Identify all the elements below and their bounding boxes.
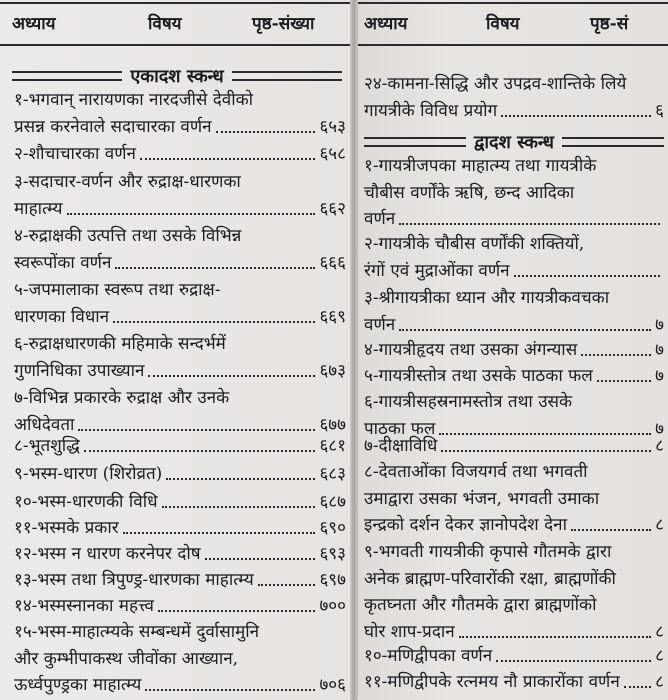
toc-entry-line — [14, 568, 346, 592]
toc-page-number: ६५८ — [319, 144, 346, 164]
leader-dots — [166, 478, 315, 480]
book-gutter — [350, 0, 358, 700]
header-subject-label-right: विषय — [486, 14, 520, 34]
toc-entry-text: ८-भूतशुद्धि — [14, 436, 80, 456]
toc-page-number: ६९७ — [319, 570, 346, 590]
leader-dots — [459, 636, 651, 638]
toc-entry-line — [14, 516, 346, 540]
toc-entry-text: उमाद्वारा उसका भंजन, भगवती उमाका — [364, 488, 600, 509]
toc-entry-text: ४-गायत्रीहृदय तथा उसका अंगन्यास — [364, 340, 578, 360]
leader-dots — [216, 131, 316, 133]
toc-page-number: ६९३ — [319, 544, 346, 564]
toc-entry-line — [14, 673, 346, 697]
toc-page-number: ६७७ — [319, 414, 346, 435]
toc-page-number: ७ — [655, 340, 664, 360]
toc-entry-text: १०-भस्म-धारणकी विधि — [14, 492, 158, 512]
toc-entry-line — [14, 251, 346, 275]
toc-entry-text: ५-गायत्रीस्तोत्र तथा उसके पाठका फल — [364, 366, 593, 386]
toc-entry-line — [364, 644, 664, 668]
toc-page-number: ६८३ — [319, 464, 346, 484]
toc-page-number: ६६९ — [319, 306, 346, 327]
toc-page-number: ६६२ — [319, 198, 346, 219]
toc-page-number: ६६६ — [319, 252, 346, 273]
toc-entry-text: ७-दीक्षाविधि — [364, 436, 438, 456]
toc-entry-line — [14, 594, 346, 618]
section-title-text: एकादश स्कन्ध — [130, 66, 224, 87]
toc-entry-line — [14, 115, 346, 139]
toc-entry-text: २-शौचाचारका वर्णन — [14, 144, 136, 164]
header-subject-label: विषय — [148, 14, 182, 34]
header-chapter-label-right: अध्याय — [364, 14, 408, 34]
toc-entry-text: ३-श्रीगायत्रीका ध्यान और गायत्रीकवचका — [364, 288, 610, 308]
toc-entry-text: और कुम्भीपाकस्थ जीवोंका आख्यान, — [14, 648, 239, 669]
right-section-title — [364, 130, 664, 154]
toc-entry-text: अधिदेवता — [14, 414, 75, 435]
toc-page-number: ८ — [655, 646, 664, 666]
leader-dots — [158, 610, 315, 612]
section-title-text-right: द्वादश स्कन्ध — [474, 132, 554, 153]
toc-entry-text: चौबीस वर्णोंके ऋषि, छन्द आदिका — [364, 182, 575, 203]
leader-dots — [148, 375, 315, 377]
leader-dots — [571, 529, 651, 531]
toc-entry-text: ४-रुद्राक्षकी उत्पत्ति तथा उसके विभिन्न — [14, 226, 242, 246]
toc-entry-line — [14, 197, 346, 221]
toc-entry-text: ९-भस्म-धारण (शिरोव्रत) — [14, 464, 163, 484]
toc-entry-line — [14, 413, 346, 437]
toc-entry-text: १३-भस्म तथा त्रिपुण्ड्र-धारणका माहात्म्य — [14, 570, 254, 590]
toc-page-number: ६८१ — [319, 436, 346, 456]
leader-dots — [441, 450, 651, 452]
toc-entry-text: ११-मणिद्वीपके रत्नमय नौ प्राकारोंका वर्णन — [364, 672, 620, 692]
left-table-header — [0, 2, 350, 46]
toc-page-number: ७०० — [319, 596, 346, 616]
toc-entry-text: इन्द्रको दर्शन देकर ज्ञानोपदेश देना — [364, 515, 568, 535]
toc-entry-line — [14, 305, 346, 329]
leader-dots — [84, 450, 316, 452]
toc-page-number: ७ — [655, 418, 664, 439]
toc-page-number: ८ — [655, 621, 664, 642]
toc-entry-text: १४-भस्मस्नानका महत्त्व — [14, 596, 154, 616]
toc-page-number: ६७३ — [319, 360, 346, 381]
toc-page-number: ७०६ — [319, 675, 346, 695]
toc-page-number: ६८७ — [319, 492, 346, 512]
toc-entry-line — [364, 670, 664, 694]
leader-dots — [624, 686, 651, 688]
toc-page-number: ८ — [655, 436, 664, 456]
toc-entry-text: घोर शाप-प्रदान — [364, 621, 455, 642]
leader-dots — [67, 213, 316, 215]
toc-page-number: ८ — [655, 515, 664, 535]
toc-entry-text: ६-रुद्राक्षधारणकी महिमाके सन्दर्भमें — [14, 334, 226, 354]
toc-entry-text: रंगों एवं मुद्राओंका वर्णन — [364, 260, 510, 281]
toc-entry-line — [14, 434, 346, 458]
leader-dots — [205, 558, 316, 560]
toc-entry-line — [364, 364, 664, 388]
toc-entry-text: ११-भस्मके प्रकार — [14, 518, 119, 538]
header-page-count-label-right: पृष्ठ-सं — [590, 14, 629, 34]
toc-entry-text: ऊर्ध्वपुण्ड्रका माहात्म्य — [14, 675, 142, 695]
leader-dots — [123, 532, 316, 534]
leader-dots — [501, 115, 651, 117]
leader-dots — [145, 689, 315, 691]
toc-entry-text: कृतघ्नता और गौतमके द्वारा ब्राह्मणोंको — [364, 595, 597, 615]
toc-entry-text: ९-भगवती गायत्रीकी कृपासे गौतमके द्वारा — [364, 542, 612, 562]
leader-dots — [113, 321, 315, 323]
toc-page-number: ७ — [655, 366, 664, 386]
toc-entry-text: पाठका फल — [364, 418, 436, 439]
toc-entry-line — [364, 338, 664, 362]
toc-entry-line — [14, 142, 346, 166]
toc-entry-text: १५-भस्म-माहात्म्यके सम्बन्धमें दुर्वासामुनि — [14, 622, 260, 642]
leader-dots — [258, 584, 316, 586]
toc-entry-text: ६-गायत्रीसहस्रनामस्तोत्र तथा उसके — [364, 392, 573, 412]
toc-entry-text: धारणका विधान — [14, 306, 110, 327]
toc-entry-text: १-भगवान् नारायणका नारदजीसे देवीको — [14, 90, 254, 110]
toc-entry-text: २-गायत्रीके चौबीस वर्णोंकी शक्तियों, — [364, 234, 585, 254]
leader-dots — [399, 223, 660, 225]
left-section-title — [12, 64, 342, 88]
leader-dots — [140, 158, 316, 160]
leader-dots — [162, 506, 316, 508]
toc-entry-text: ५-जपमालाका स्वरूप तथा रुद्राक्ष- — [14, 280, 221, 300]
toc-entry-text: ८-देवताओंका विजयगर्व तथा भगवती — [364, 462, 588, 482]
right-table-header — [358, 2, 668, 46]
toc-entry-text: १२-भस्म न धारण करनेपर दोष — [14, 544, 201, 564]
toc-page-number: ६ — [655, 100, 664, 121]
toc-entry-line — [14, 359, 346, 383]
leader-dots — [496, 660, 651, 662]
toc-entry-line — [364, 313, 664, 337]
toc-page-number: ८ — [655, 672, 664, 692]
toc-entry-text: २४-कामना-सिद्धि और उपद्रव-शान्तिके लिये — [364, 74, 627, 94]
toc-entry-text: गायत्रीके विविध प्रयोग — [364, 100, 498, 121]
toc-entry-text: वर्णन — [364, 209, 396, 229]
toc-entry-line — [364, 99, 664, 123]
leader-dots — [78, 429, 315, 431]
toc-entry-text: गुणनिधिका उपाख्यान — [14, 360, 145, 381]
leader-dots — [581, 354, 651, 356]
toc-entry-line — [14, 462, 346, 486]
toc-page-number: ६९० — [319, 518, 346, 538]
header-chapter-label: अध्याय — [12, 14, 56, 34]
toc-entry-line — [364, 620, 664, 644]
leader-dots — [514, 275, 660, 277]
leader-dots — [115, 267, 315, 269]
toc-entry-line — [364, 259, 664, 283]
toc-entry-line — [364, 513, 664, 537]
toc-entry-text: माहात्म्य — [14, 198, 63, 219]
toc-entry-text: अनेक ब्राह्मण-परिवारोंकी रक्षा, ब्राह्मणोंकी — [364, 568, 616, 589]
leader-dots — [399, 329, 651, 331]
toc-entry-line — [14, 490, 346, 514]
toc-entry-text: प्रसन्न करनेवाले सदाचारका वर्णन — [14, 116, 212, 137]
toc-entry-text: ७-विभिन्न प्रकारके रुद्राक्ष और उनके — [14, 388, 230, 408]
toc-entry-line — [364, 434, 664, 458]
toc-entry-text: १०-मणिद्वीपका वर्णन — [364, 646, 493, 666]
toc-page-number: ७ — [655, 314, 664, 335]
toc-entry-text: १-गायत्रीजपका माहात्म्य तथा गायत्रीके — [364, 156, 597, 176]
toc-entry-text: ३-सदाचार-वर्णन और रुद्राक्ष-धारणका — [14, 172, 241, 192]
toc-page-number: ६५३ — [319, 116, 346, 137]
leader-dots — [597, 380, 651, 382]
toc-entry-line — [364, 207, 664, 231]
toc-entry-line — [14, 542, 346, 566]
toc-entry-text: स्वरूपोंका वर्णन — [14, 252, 112, 273]
toc-entry-text: वर्णन — [364, 314, 396, 335]
header-page-count-label: पृष्ठ-संख्या — [252, 14, 315, 34]
